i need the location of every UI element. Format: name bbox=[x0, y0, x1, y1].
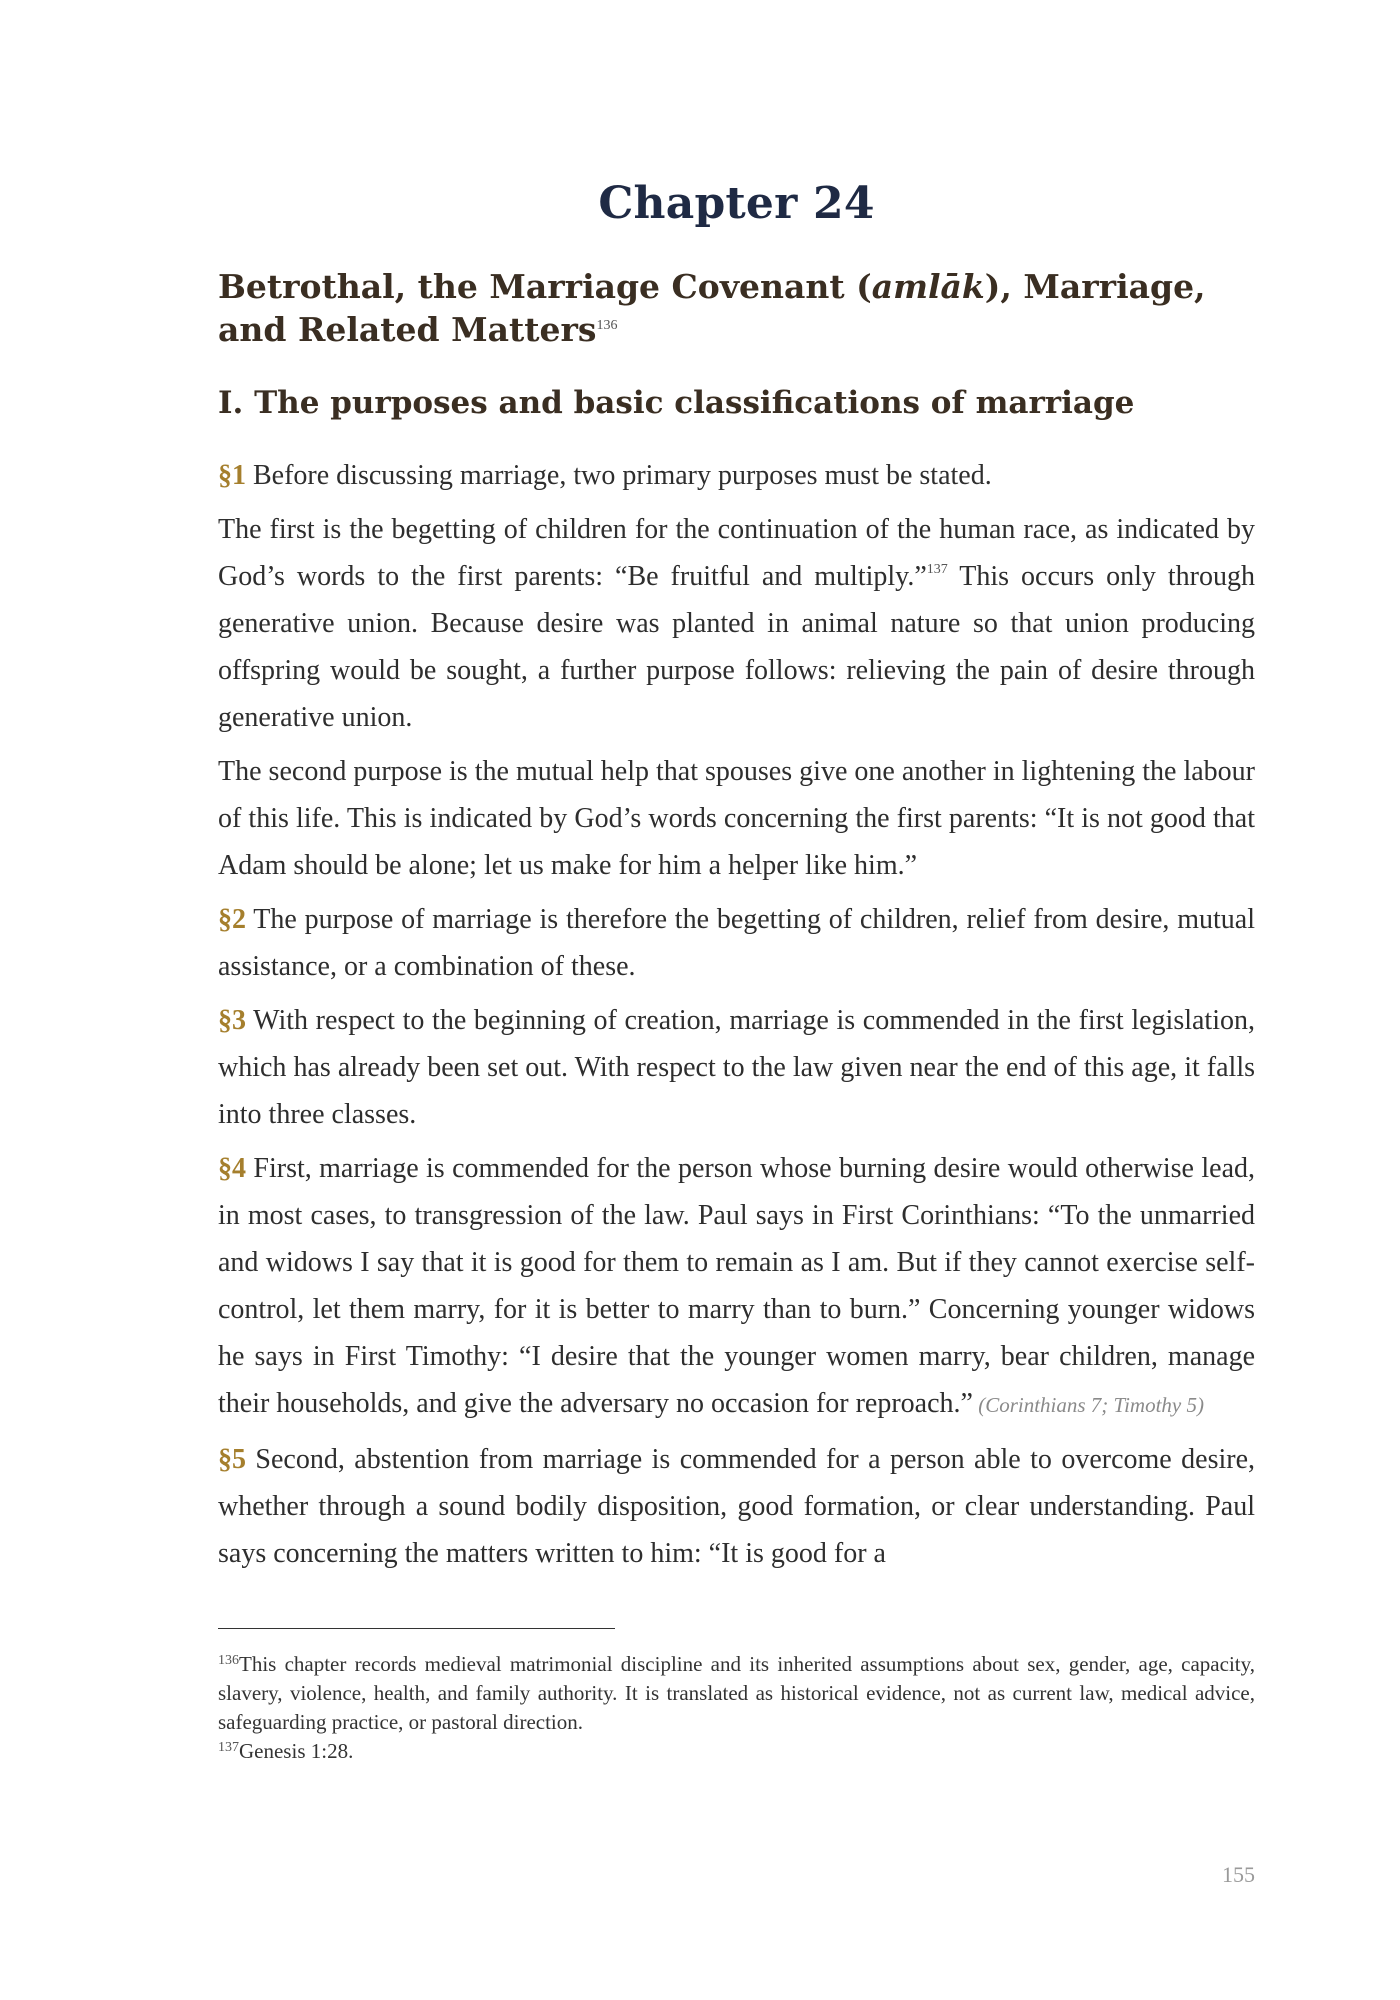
footnote-136 bbox=[218, 1650, 1255, 1737]
paragraph-text: The purpose of marriage is therefore the begetting of children, relief from desire, mutual assistance, or a combination of these. bbox=[218, 904, 1255, 982]
footnote-text: This chapter records medieval matrimonial discipline and its inherited assumptions about sex, gender, age, capacity, slavery, violence, health, and family authority. It is translated as historical evidence, not as current law, medical advice, safeguarding practice, or pastoral direction. bbox=[218, 1652, 1255, 1734]
footnote-text: Genesis 1:28. bbox=[239, 1739, 354, 1763]
chapter-subtitle-text-1: Betrothal, the Marriage Covenant ( bbox=[218, 267, 872, 306]
paragraph-6 bbox=[218, 1145, 1255, 1429]
chapter-subtitle-term: amlāk bbox=[871, 267, 985, 306]
paragraph-text: Before discussing marriage, two primary purposes must be stated. bbox=[246, 460, 992, 491]
chapter-subtitle-text-2: ), Marriage, and Related Matters bbox=[218, 267, 1206, 349]
scripture-citation: (Corinthians 7; Timothy 5) bbox=[972, 1393, 1204, 1417]
section-heading: I. The purposes and basic classifications of marriage bbox=[218, 385, 1135, 421]
page-number: 155 bbox=[1222, 1862, 1255, 1887]
footnote-number: 136 bbox=[218, 1653, 239, 1668]
paragraph-text-continued: This occurs only through generative union. Because desire was planted in animal nature so that union producing offspring would be sought, a further purpose follows: relieving the pain of desire through generative union. bbox=[218, 561, 1256, 733]
paragraph-number: §5 bbox=[218, 1444, 246, 1475]
paragraph-4 bbox=[218, 896, 1255, 990]
footnote-number: 137 bbox=[218, 1740, 239, 1755]
paragraph-number: §1 bbox=[218, 460, 246, 491]
paragraph-3 bbox=[218, 748, 1255, 889]
footnote-137 bbox=[218, 1737, 1255, 1766]
footnote-ref-137[interactable]: 137 bbox=[926, 562, 948, 577]
paragraph-number: §4 bbox=[218, 1153, 246, 1184]
footnotes bbox=[218, 1650, 1255, 1766]
paragraph-number: §2 bbox=[218, 904, 246, 935]
footnote-ref-136[interactable]: 136 bbox=[596, 318, 618, 333]
paragraph-1 bbox=[218, 452, 1255, 499]
paragraph-2 bbox=[218, 506, 1255, 741]
paragraph-text: The first is the begetting of children for the continuation of the human race, as indicated by God’s words to the first parents: “Be fruitful and multiply.” bbox=[218, 514, 1255, 592]
paragraph-text: The second purpose is the mutual help that spouses give one another in lightening the labour of this life. This is indicated by God’s words concerning the first parents: “It is not good that Adam should be alone; let us make for him a helper like him.” bbox=[218, 756, 1255, 881]
chapter-subtitle bbox=[218, 265, 1255, 351]
paragraph-text: First, marriage is commended for the person whose burning desire would otherwise lead, in most cases, to transgression of the law. Paul says in First Corinthians: “To the unmarried and widows I say that it is good for them to remain as I am. But if they cannot exercise self-control, let them marry, for it is better to marry than to burn.” Concerning younger widows he says in First Timothy: “I desire that the younger women marry, bear children, manage their households, and give the adversary no occasion for reproach.” bbox=[218, 1153, 1255, 1419]
paragraph-number: §3 bbox=[218, 1005, 246, 1036]
body-text bbox=[218, 452, 1255, 1584]
footnote-divider bbox=[218, 1628, 615, 1629]
paragraph-text: Second, abstention from marriage is commended for a person able to overcome desire, whether through a sound bodily disposition, good formation, or clear understanding. Paul says concerning the matters written to him: “It is good for a bbox=[218, 1444, 1255, 1569]
paragraph-text: With respect to the beginning of creation, marriage is commended in the first legislation, which has already been set out. With respect to the law given near the end of this age, it falls into three classes. bbox=[218, 1005, 1255, 1130]
paragraph-7 bbox=[218, 1436, 1255, 1577]
paragraph-5 bbox=[218, 997, 1255, 1138]
chapter-title: Chapter 24 bbox=[598, 178, 875, 229]
